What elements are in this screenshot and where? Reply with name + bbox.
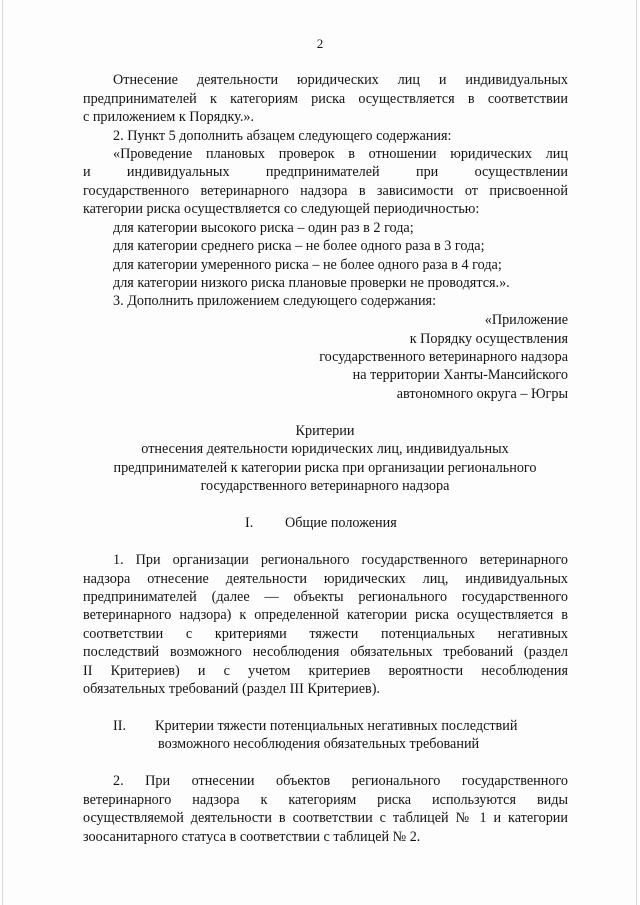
paragraph-4: 3. Дополнить приложением следующего содержания: [113, 293, 437, 309]
paragraph-1-line: предпринимателей к категориям риска осуществляется в соответствии [83, 91, 568, 107]
section-1-paragraph-line: ветеринарного надзора) к определенной категории риска осуществляется в [83, 607, 568, 623]
section-2-paragraph-line: зоосанитарного статуса в соответствии с таблицей № 2. [83, 829, 421, 845]
section-2-title-line: возможного несоблюдения обязательных требований [158, 736, 480, 752]
section-1-number: I. [245, 515, 254, 531]
appendix-header-line: к Порядку осуществления [409, 331, 568, 347]
section-1-paragraph-line: обязательных требований (раздел III Критериев). [83, 681, 380, 697]
paragraph-3-line: «Проведение плановых проверок в отношении юридических лиц [113, 146, 568, 162]
page-number: 2 [316, 36, 324, 51]
paragraph-1-line: с приложением к Порядку.». [83, 109, 255, 125]
appendix-header-line: на территории Ханты-Мансийского [352, 367, 568, 383]
appendix-header-line: «Приложение [484, 312, 568, 328]
section-2-title-line: Критерии тяжести потенциальных негативных последствий [155, 718, 518, 734]
criteria-subtitle-line: государственного ветеринарного надзора [200, 478, 450, 494]
paragraph-3-line: категории риска осуществляется со следующей периодичностью: [83, 201, 480, 217]
paragraph-1-line: Отнесение деятельности юридических лиц и индивидуальных [113, 72, 568, 88]
section-1-paragraph-line: соответствии с критериями тяжести потенциальных негативных [83, 626, 568, 642]
section-1-paragraph-line: II Критериев) и с учетом критериев вероятности несоблюдения [83, 663, 568, 679]
section-1-paragraph-line: надзора отнесение деятельности юридических лиц, индивидуальных [83, 571, 568, 587]
criteria-title: Критерии [295, 423, 355, 439]
section-1-title: Общие положения [285, 515, 397, 531]
risk-list-item: для категории среднего риска – не более одного раза в 3 года; [113, 238, 485, 254]
paragraph-3-line: и индивидуальных предпринимателей при осуществлении [83, 164, 568, 180]
section-1-paragraph-line: предпринимателей (далее — объекты регионального государственного [83, 589, 568, 605]
risk-list-item: для категории высокого риска – один раз в 2 года; [113, 220, 414, 236]
section-2-paragraph-line: осуществляемой деятельности в соответствии с таблицей № 1 и категории [83, 810, 568, 826]
section-1-paragraph-line: 1. При организации регионального государственного ветеринарного [113, 552, 568, 568]
paragraph-2: 2. Пункт 5 дополнить абзацем следующего содержания: [113, 128, 452, 144]
criteria-subtitle-line: отнесения деятельности юридических лиц, индивидуальных [141, 441, 509, 457]
risk-list-item: для категории низкого риска плановые проверки не проводятся.». [113, 275, 510, 291]
section-2-number: II. [113, 718, 126, 734]
paragraph-3-line: государственного ветеринарного надзора в зависимости от присвоенной [83, 183, 568, 199]
section-2-paragraph-line: ветеринарного надзора к категориям риска используются виды [83, 792, 568, 808]
risk-list-item: для категории умеренного риска – не более одного раза в 4 года; [113, 257, 502, 273]
scan-edge-right [636, 0, 637, 905]
section-1-paragraph-line: последствий возможного несоблюдения обязательных требований (раздел [83, 644, 568, 660]
appendix-header-line: государственного ветеринарного надзора [319, 349, 568, 365]
scan-edge-left [2, 0, 3, 905]
section-2-paragraph-line: 2. При отнесении объектов регионального государственного [113, 773, 568, 789]
criteria-subtitle-line: предпринимателей к категории риска при организации регионального [113, 460, 537, 476]
appendix-header-line: автономного округа – Югры [396, 386, 568, 402]
